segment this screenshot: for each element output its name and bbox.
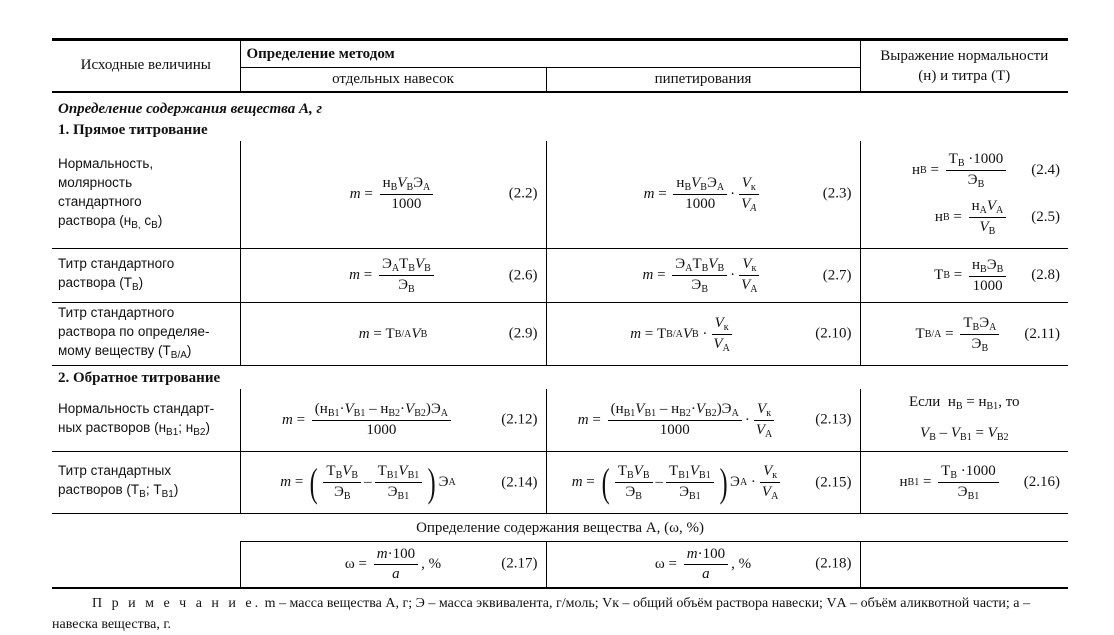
row-label-normality: Нормальность, молярность стандартного раствора ($н_{B,}$ $c_B$) [58,155,163,231]
eq-number: (2.6) [508,267,538,283]
subsection-back: 2. Обратное титрование [58,370,221,386]
header-method: Определение методом [240,40,860,68]
formula-2-18: ω = $\frac{m\cdot 100}{a}$ , % (2.18) [546,542,860,588]
header-pipette: пипетирования [546,68,860,92]
formula-2-17: ω = $\frac{m\cdot 100}{a}$ , % (2.17) [240,542,546,588]
formula-table [52,38,1068,589]
footnote-text: m – масса вещества А, г; Э – масса эквивалента, г/моль; Vк – общий объём раствора навески; VА – объём аликвотной части; a – навеска вещества, г. [52,595,1030,632]
eq-number: (2.14) [501,474,538,490]
formula-2-7: m = $\frac{Э_AТ_BV_B}{Э_B}$ · $\frac{V_к}{V_A}$ (2.7) [546,249,860,303]
eq-number: (2.4) [1031,162,1061,179]
formula-2-10: m = Т B/A V B · $\frac{V_к}{V_A}$ (2.10) [546,303,860,366]
formula-2-3: m = $\frac{н_BV_BЭ_A}{1000}$ · $\frac{V_к}{V_A}$ (2.3) [546,141,860,249]
eq-number: (2.11) [1024,325,1061,342]
eq-number: (2.13) [815,411,852,428]
eq-number: (2.17) [501,555,538,572]
eq-number: (2.8) [1031,267,1061,283]
formula-2-9: m = Т B/A V B (2.9) [240,303,546,366]
formula-2-15: m = ( $\frac{Т_BV_B}{Э_B}$ – $\frac{Т_{B1}V_{B1}}{Э_{B1}}$ ) Э A · $\frac{V_к}{V_A}$ (2.15) [546,452,860,514]
formula-2-2: m = $\frac{н_BV_BЭ_A}{1000}$ (2.2) [240,141,546,249]
empty-cell [52,542,240,588]
eq-number: (2.3) [822,185,852,202]
row-label-normality-back: Нормальность стандарт- ных растворов ($н_{B1}$; $н_{B2}$) [58,400,215,438]
formula-2-14: m = ( $\frac{Т_BV_B}{Э_B}$ – $\frac{Т_{B1}V_{B1}}{Э_{B1}}$ ) Э A (2.14) [240,452,546,514]
eq-number: (2.12) [501,411,538,428]
section-title: Определение содержания вещества А, г [58,100,323,117]
formula-2-12: m = $\frac{(н_{B1}\cdot V_{B1} - н_{B2}\cdot V_{B2})Э_A}{1000}$ (2.12) [240,389,546,452]
eq-number: (2.5) [1031,209,1061,226]
row-label-titer-back: Титр стандартных растворов ($Т_B$; $Т_{B1}$) [58,463,179,500]
eq-number: (2.16) [1023,474,1061,490]
formula-2-6: m = $\frac{Э_AТ_BV_B}{Э_B}$ (2.6) [240,249,546,303]
formula-2-13: m = $\frac{(н_{B1}V_{B1} - н_{B2}\cdot V_{B2})Э_A}{1000}$ · $\frac{V_к}{V_A}$ (2.13) [546,389,860,452]
document-page [52,38,1068,635]
header-expression: Выражение нормальности (н) и титра (Т) [860,40,1068,92]
eq-number: (2.7) [822,267,852,283]
percent-subtitle: Определение содержания вещества А, (ω, %) [416,520,704,536]
formula-if-condition: Если $н_B = н_{B1}$, то $V_B - V_{B1} = V_{B2}$ [860,389,1068,452]
eq-number: (2.10) [815,325,852,342]
eq-number: (2.2) [508,185,538,202]
eq-number: (2.15) [815,474,852,490]
empty-cell [860,542,1068,588]
header-separate: отдельных навесок [240,68,546,92]
formula-2-4-2-5: н B = $\frac{Т_B \cdot 1000}{Э_B}$ (2.4) н B = $\frac{н_AV_A}{V_B}$ (2.5) [860,141,1068,249]
formula-2-11: Т B/A = $\frac{Т_BЭ_A}{Э_B}$ (2.11) [860,303,1068,366]
subsection-direct: 1. Прямое титрование [58,121,208,138]
eq-number: (2.18) [815,555,852,572]
formula-2-16: н B1 = $\frac{Т_B \cdot 1000}{Э_{B1}}$ (2.16) [860,452,1068,514]
row-label-titer-by-analyte: Титр стандартного раствора по определяе- мому веществу $(Т_{B/A})$ [58,305,210,361]
header-source: Исходные величины [52,40,240,92]
row-label-titer: Титр стандартного раствора $(Т_B)$ [58,256,175,293]
footnote: П р и м е ч а н и е. m – масса вещества А, г; Э – масса эквивалента, г/моль; Vк – общий объём раствора навески; VА – объём аликвотной части; a – навеска вещества, г. [52,595,1030,632]
formula-2-8: Т B = $\frac{н_BЭ_B}{1000}$ (2.8) [860,249,1068,303]
eq-number: (2.9) [508,325,538,342]
